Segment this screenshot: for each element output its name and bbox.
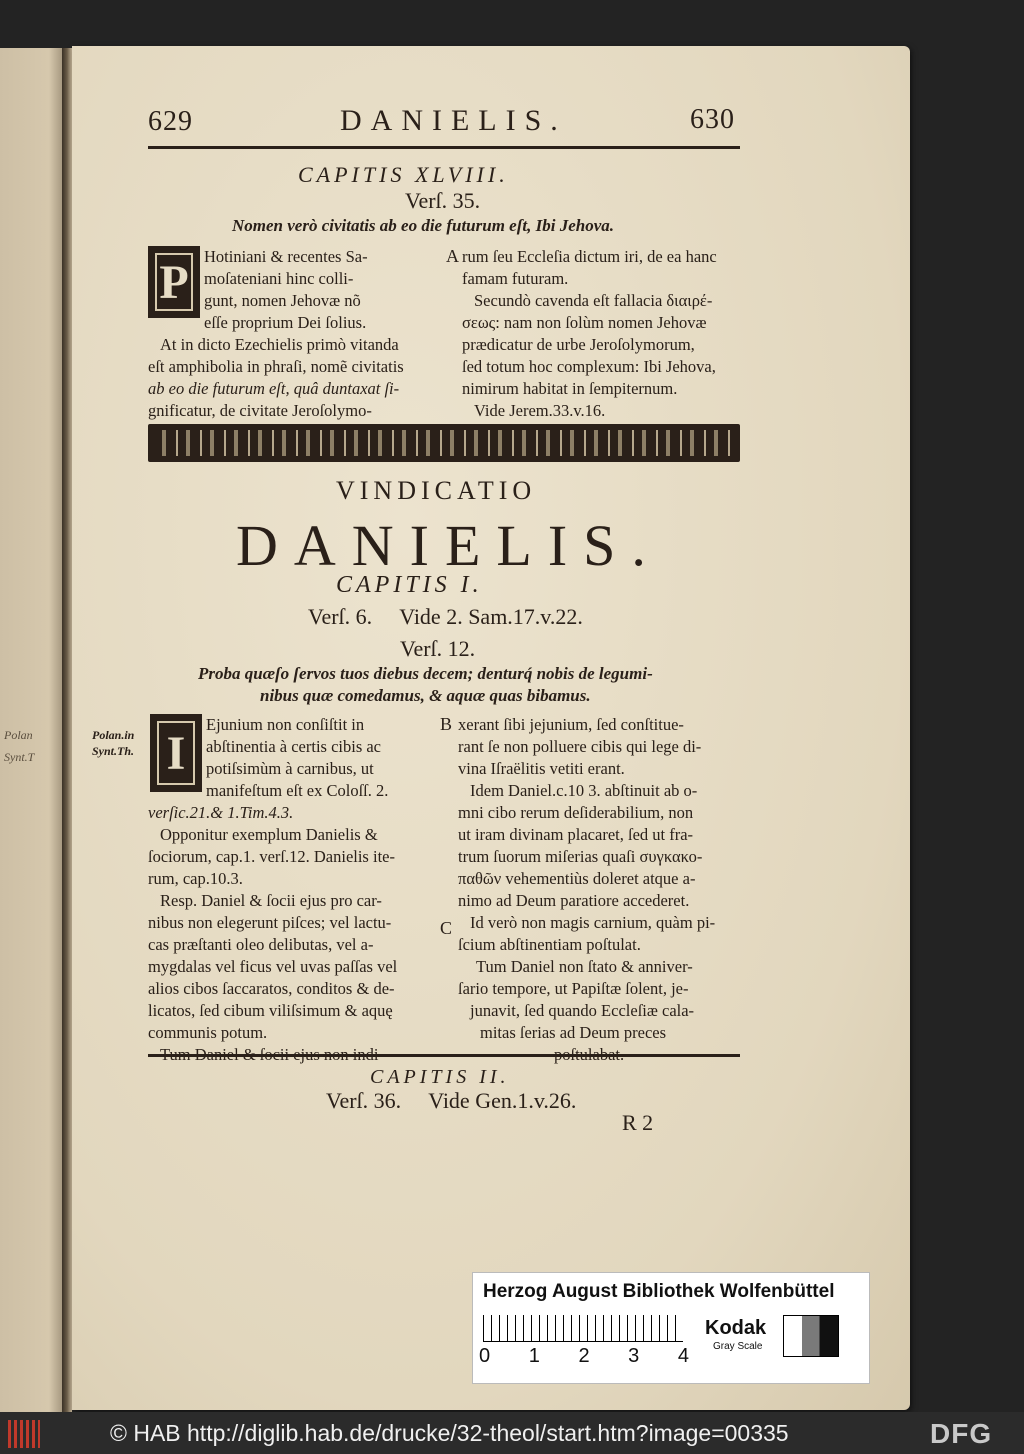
text-line: eſſe proprium Dei ſolius. xyxy=(204,313,367,332)
text-line: Id verò non magis carnium, quàm pi- xyxy=(470,913,716,932)
initial-letter: I xyxy=(157,721,195,785)
text-line: potiſsimùm à carnibus, ut xyxy=(206,759,374,778)
text-line: eſt amphibolia in phraſi, nomẽ civitatis xyxy=(148,357,404,376)
signature-mark: R 2 xyxy=(622,1110,654,1135)
text-line: xerant ſibi jejunium, ſed conſtitue- xyxy=(458,715,684,734)
prev-page-fragment: Polan xyxy=(4,728,33,742)
text-line: cas præſtanti oleo delibutas, vel a- xyxy=(148,935,374,954)
text-line: Vide Jerem.33.v.16. xyxy=(474,401,606,420)
lemma-text: nibus quæ comedamus, & aquæ quas bibamus. xyxy=(260,686,591,705)
ruler-number: 1 xyxy=(528,1345,540,1367)
text-line: rum ſeu Eccleſia dictum iri, de ea hanc xyxy=(462,247,717,266)
hab-logo-icon xyxy=(8,1420,40,1448)
text-line: licatos, ſed cibum viliſsimum & aquę xyxy=(148,1001,393,1020)
section-marker: A xyxy=(446,246,459,266)
ruler-number: 0 xyxy=(479,1345,491,1367)
ornamental-headpiece xyxy=(148,424,740,462)
text-line: Secundò cavenda eſt fallacia διαιρέ- xyxy=(474,291,713,310)
text-line: rum, cap.10.3. xyxy=(148,869,243,888)
title-danielis: DANIELIS. xyxy=(236,513,662,578)
text-line: mni cibo rerum deſiderabilium, non xyxy=(458,803,694,822)
verse-heading: Verſ. 35. xyxy=(405,188,481,213)
text-line: rant ſe non polluere cibis qui lege di- xyxy=(458,737,702,756)
text-line: Opponitur exemplum Danielis & xyxy=(160,825,378,844)
margin-note: Synt.Th. xyxy=(92,744,135,758)
running-title: DANIELIS. xyxy=(340,104,567,137)
page-number-right: 630 xyxy=(690,104,735,135)
text-line: ab eo die futurum eſt, quâ duntaxat ſi- xyxy=(148,379,400,398)
margin-note: Polan.in xyxy=(92,728,135,742)
text-line: παθῶν vehementiùs doleret atque a- xyxy=(458,869,696,888)
chapter-heading: CAPITIS II. xyxy=(370,1066,510,1088)
text-line: ut iram divinam placaret, ſed ut fra- xyxy=(458,825,694,844)
scale-ruler xyxy=(483,1315,683,1342)
source-url[interactable]: © HAB http://diglib.hab.de/drucke/32-theol/start.htm?image=00335 xyxy=(110,1420,789,1446)
right-column xyxy=(458,714,742,1066)
text-line: σεως: nam non ſolùm nomen Jehovæ xyxy=(462,313,707,332)
text-line: mygdalas vel ficus vel uvas paſſas vel xyxy=(148,957,398,976)
gray-scale-patch xyxy=(783,1315,839,1357)
text-line: nibus non elegerunt piſces; vel lactu- xyxy=(148,913,392,932)
text-line: ſcium abſtinentiam poſtulat. xyxy=(458,935,641,954)
text-line: verſic.21.& 1.Tim.4.3. xyxy=(148,803,294,822)
left-column xyxy=(148,714,438,1066)
text-line: At in dicto Ezechielis primò vitanda xyxy=(160,335,399,354)
text-line: gnificatur, de civitate Jeroſolymo- xyxy=(148,401,372,420)
text-line: ſario tempore, ut Papiſtæ ſolent, je- xyxy=(458,979,689,998)
text-line: manifeſtum eſt ex Coloſſ. 2. xyxy=(206,781,389,800)
gray-scale-label: Gray Scale xyxy=(713,1341,763,1352)
page-number-left: 629 xyxy=(148,106,193,137)
section-rule xyxy=(148,1054,740,1057)
initial-letter: P xyxy=(155,253,193,311)
kodak-brand: Kodak xyxy=(705,1317,767,1339)
text-line: alios cibos ſaccaratos, conditos & de- xyxy=(148,979,395,998)
text-line: nimo ad Deum paratiore accederet. xyxy=(458,891,690,910)
text-line: vina Iſraëlitis vetiti erant. xyxy=(458,759,625,778)
text-line: Hotiniani & recentes Sa- xyxy=(204,247,368,266)
text-line: trum ſuorum miſerias quaſi συγκακο- xyxy=(458,847,703,866)
text-line: Ejunium non conſiſtit in xyxy=(206,715,365,734)
ruler-number: 2 xyxy=(578,1345,590,1367)
text-line: communis potum. xyxy=(148,1023,268,1042)
text-line: Idem Daniel.c.10 3. abſtinuit ab o- xyxy=(470,781,698,800)
section-marker: B xyxy=(440,714,453,734)
text-line: ſed totum hoc complexum: Ibi Jehova, xyxy=(462,357,716,376)
previous-page-edge xyxy=(0,48,70,1412)
ruler-number: 4 xyxy=(677,1345,689,1367)
text-line: gunt, nomen Jehovæ nõ xyxy=(204,291,361,310)
header-rule xyxy=(148,146,740,149)
dfg-logo: DFG xyxy=(930,1418,993,1449)
text-line: Tum Daniel non ſtato & anniver- xyxy=(476,957,693,976)
right-column xyxy=(462,246,742,422)
lemma-text: Nomen verò civitatis ab eo die futurum eſt, Ibi Jehova. xyxy=(232,216,614,235)
title-vindicatio: VINDICATIO xyxy=(336,476,537,505)
lemma-text: Proba quæſo ſervos tuos diebus decem; denturq́ nobis de legumi- xyxy=(198,664,653,683)
text-line: moſateniani hinc colli- xyxy=(204,269,354,288)
chapter-heading: CAPITIS XLVIII. xyxy=(298,162,509,187)
book-spine xyxy=(62,48,72,1412)
text-line: prædicatur de urbe Jeroſolymorum, xyxy=(462,335,695,354)
verse-heading: Verſ. 6. Vide 2. Sam.17.v.22. xyxy=(308,604,583,629)
verse-heading: Verſ. 12. xyxy=(400,636,476,661)
text-line: nimirum habitat in ſempiternum. xyxy=(462,379,678,398)
text-line: mitas ſerias ad Deum preces xyxy=(480,1023,667,1042)
library-name: Herzog August Bibliothek Wolfenbüttel xyxy=(483,1281,835,1302)
chapter-heading: CAPITIS I. xyxy=(336,572,483,598)
text-line: Resp. Daniel & ſocii ejus pro car- xyxy=(160,891,382,910)
ruler-number: 3 xyxy=(628,1345,640,1367)
ruler-numbers xyxy=(479,1345,689,1368)
left-column xyxy=(148,246,438,422)
text-line: famam futuram. xyxy=(462,269,569,288)
section-marker: C xyxy=(440,918,453,938)
prev-page-fragment: Synt.T xyxy=(4,750,35,764)
text-line: ſociorum, cap.1. verſ.12. Danielis ite- xyxy=(148,847,395,866)
text-line: abſtinentia à certis cibis ac xyxy=(206,737,382,756)
viewer-footer xyxy=(0,1412,1024,1454)
verse-heading: Verſ. 36. Vide Gen.1.v.26. xyxy=(326,1088,577,1113)
text-line: junavit, ſed quando Eccleſiæ cala- xyxy=(470,1001,695,1020)
kodak-gray-scale-card xyxy=(472,1272,870,1384)
